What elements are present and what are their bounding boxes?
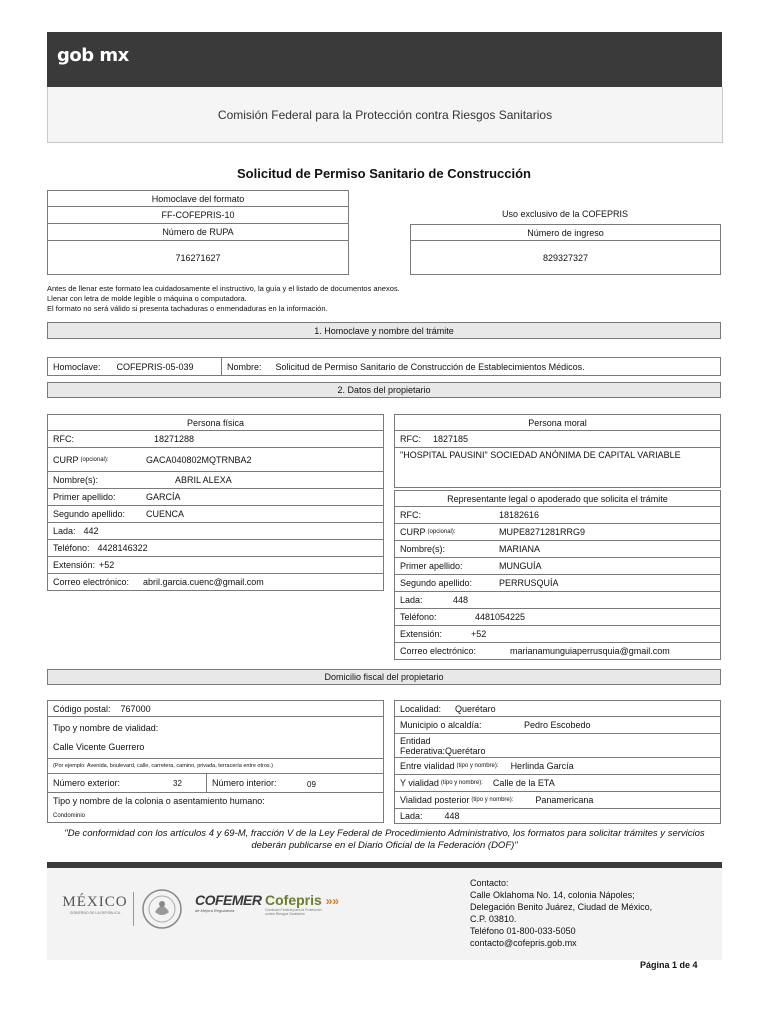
vialidad-posterior bbox=[394, 792, 721, 809]
rfc-label: RFC: bbox=[53, 434, 74, 444]
correo-value: abril.garcia.cuenc@gmail.com bbox=[143, 577, 264, 587]
num-int-value: 09 bbox=[307, 780, 316, 789]
lada-value: 442 bbox=[83, 526, 99, 536]
moral-extension bbox=[394, 626, 721, 643]
num-int-label: Número interior: bbox=[212, 778, 277, 788]
colonia-value: Condominio bbox=[53, 812, 86, 819]
lada-label: Lada: bbox=[400, 811, 423, 821]
entidad-label2: Federativa: bbox=[400, 745, 446, 756]
telefono-value: 4428146322 bbox=[97, 543, 148, 553]
fisica-lada bbox=[47, 523, 384, 540]
ingreso-label: Número de ingreso bbox=[410, 224, 721, 241]
apellido1-value: MUNGUÍA bbox=[499, 561, 542, 571]
rfc-value: 18182616 bbox=[499, 510, 540, 520]
logo-divider bbox=[133, 892, 134, 926]
fisica-telefono bbox=[47, 540, 384, 557]
homoclave-value: COFEPRIS-05-039 bbox=[116, 361, 194, 372]
entre-label: Entre vialidad bbox=[400, 761, 455, 771]
post-value: Panamericana bbox=[535, 795, 594, 805]
curp-value: GACA040802MQTRNBA2 bbox=[146, 454, 252, 465]
y-label: Y vialidad bbox=[400, 778, 439, 788]
moral-rfc bbox=[394, 431, 721, 448]
national-seal-icon bbox=[141, 888, 183, 930]
note-line: El formato no será válido si presenta tachaduras o enmendaduras en la información. bbox=[47, 304, 328, 313]
num-ext-label: Número exterior: bbox=[53, 778, 121, 788]
nombres-label: Nombre(s): bbox=[400, 544, 446, 554]
localidad-value: Querétaro bbox=[455, 703, 496, 714]
domicilio-lada bbox=[394, 809, 721, 824]
note-line: Antes de llenar este formato lea cuidadosamente el instructivo, la guía y el listado de documentos anexos. bbox=[47, 284, 400, 293]
moral-lada bbox=[394, 592, 721, 609]
entidad bbox=[394, 734, 721, 758]
curp-optional: (opcional): bbox=[427, 529, 456, 535]
nombres-value: ABRIL ALEXA bbox=[175, 475, 232, 485]
lada-value: 448 bbox=[453, 595, 469, 605]
domicilio-title: Domicilio fiscal del propietario bbox=[47, 669, 721, 685]
entidad-value: Querétaro bbox=[445, 745, 486, 756]
entidad-label: Entidad bbox=[400, 735, 431, 746]
lada-label: Lada: bbox=[400, 595, 423, 605]
y-value: Calle de la ETA bbox=[492, 778, 555, 788]
apellido1-label: Primer apellido: bbox=[400, 561, 463, 571]
fisica-nombres bbox=[47, 472, 384, 489]
extension-value: +52 bbox=[99, 560, 115, 570]
rfc-label: RFC: bbox=[400, 510, 421, 520]
cofepris-logo bbox=[265, 892, 355, 916]
contact-email[interactable]: contacto@cofepris.gob.mx bbox=[470, 938, 577, 948]
rupa-value: 716271627 bbox=[47, 241, 349, 275]
entre-opt: (tipo y nombre): bbox=[456, 763, 499, 769]
curp-label: CURP bbox=[53, 454, 79, 465]
vialidad-ejemplo: (Por ejemplo: Avenida, boulevard, calle, carretera, camino, privada, terracería entre otros.) bbox=[47, 759, 384, 774]
page-number: Página 1 de 4 bbox=[640, 960, 698, 970]
homoclave-label: Homoclave: bbox=[53, 361, 101, 372]
cp-label: Código postal: bbox=[53, 703, 111, 714]
municipio bbox=[394, 717, 721, 734]
apellido2-value: CUENCA bbox=[146, 509, 185, 519]
cofepris-text bbox=[265, 892, 355, 908]
persona-fisica-title: Persona física bbox=[47, 414, 384, 431]
post-opt: (tipo y nombre): bbox=[471, 797, 514, 803]
fisica-curp bbox=[47, 448, 384, 472]
moral-correo bbox=[394, 643, 721, 660]
codigo-postal bbox=[47, 700, 384, 717]
curp-optional: (opcional): bbox=[80, 456, 109, 463]
representante-title: Representante legal o apoderado que solicita el trámite bbox=[394, 490, 721, 507]
post-label: Vialidad posterior bbox=[400, 795, 470, 805]
colonia-label: Tipo y nombre de la colonia o asentamiento humano: bbox=[53, 796, 265, 807]
mexico-sub: GOBIERNO DE LA REPÚBLICA bbox=[69, 911, 121, 915]
apellido1-label: Primer apellido: bbox=[53, 492, 116, 502]
localidad bbox=[394, 700, 721, 717]
moral-curp bbox=[394, 524, 721, 541]
lada-label: Lada: bbox=[53, 526, 76, 536]
num-ext-value: 32 bbox=[173, 778, 182, 788]
entre-value: Herlinda García bbox=[510, 761, 574, 771]
agency-name: Comisión Federal para la Protección contra Riesgos Sanitarios bbox=[47, 87, 723, 143]
curp-label: CURP bbox=[400, 527, 426, 537]
nombre-value: Solicitud de Permiso Sanitario de Construcción de Establecimientos Médicos. bbox=[275, 361, 585, 372]
cofepris-arrows-icon: »» bbox=[325, 894, 340, 908]
moral-apellido2 bbox=[394, 575, 721, 592]
curp-value: MUPE8271281RRG9 bbox=[499, 527, 586, 537]
municipio-label: Municipio o alcaldía: bbox=[400, 720, 482, 730]
y-opt: (tipo y nombre): bbox=[440, 780, 483, 786]
section1-title: 1. Homoclave y nombre del trámite bbox=[47, 322, 721, 339]
note-line: Llenar con letra de molde legible o máquina o computadora. bbox=[47, 294, 247, 303]
rupa-label: Número de RUPA bbox=[47, 224, 349, 241]
contact-info bbox=[470, 877, 652, 949]
apellido2-label: Segundo apellido: bbox=[53, 509, 126, 519]
municipio-value: Pedro Escobedo bbox=[524, 720, 591, 730]
homoclave-cell bbox=[47, 357, 222, 376]
colonia bbox=[47, 793, 384, 823]
localidad-label: Localidad: bbox=[400, 703, 442, 714]
telefono-label: Teléfono: bbox=[53, 543, 90, 553]
nombres-value: MARIANA bbox=[499, 544, 541, 554]
apellido1-value: GARCÍA bbox=[146, 492, 181, 502]
instructions bbox=[47, 284, 400, 314]
vialidad-label: Tipo y nombre de vialidad: bbox=[53, 723, 159, 734]
contact-line: Contacto: bbox=[470, 878, 509, 888]
y-vialidad bbox=[394, 775, 721, 792]
mexico-logo bbox=[61, 894, 129, 915]
correo-value: marianamunguiaperrusquia@gmail.com bbox=[510, 646, 670, 656]
contact-line: Teléfono 01-800-033-5050 bbox=[470, 926, 576, 936]
ingreso-value: 829327327 bbox=[410, 241, 721, 275]
numero-interior bbox=[207, 774, 384, 793]
fisica-extension bbox=[47, 557, 384, 574]
vialidad-value: Calle Vicente Guerrero bbox=[53, 741, 145, 752]
nombre-tramite-cell bbox=[222, 357, 721, 376]
moral-razon-social: "HOSPITAL PAUSINI" SOCIEDAD ANÓNIMA DE CAPITAL VARIABLE bbox=[394, 448, 721, 488]
fisica-correo bbox=[47, 574, 384, 591]
cofemer-logo bbox=[195, 892, 262, 913]
numero-exterior bbox=[47, 774, 207, 793]
telefono-value: 4481054225 bbox=[475, 612, 526, 622]
rfc-label: RFC: bbox=[400, 434, 421, 444]
moral-telefono bbox=[394, 609, 721, 626]
extension-label: Extensión: bbox=[400, 629, 443, 639]
contact-line: Delegación Benito Juárez, Ciudad de México, bbox=[470, 902, 653, 912]
moral-apellido1 bbox=[394, 558, 721, 575]
mexico-text: MÉXICO bbox=[62, 894, 128, 910]
correo-label: Correo electrónico: bbox=[53, 577, 130, 587]
persona-moral-title: Persona moral bbox=[394, 414, 721, 431]
header-banner bbox=[47, 32, 722, 87]
form-title: Solicitud de Permiso Sanitario de Construcción bbox=[237, 166, 531, 181]
nombres-label: Nombre(s): bbox=[53, 475, 99, 485]
dof-quote: "De conformidad con los artículos 4 y 69-M, fracción V de la Ley Federal de Procedimiento Administrativo, los formatos para solicitar trámites y servicios deberán publicarse en el Diario Oficial de la Federación (DOF)" bbox=[64, 828, 705, 851]
apellido2-label: Segundo apellido: bbox=[400, 578, 473, 588]
extension-value: +52 bbox=[471, 629, 487, 639]
extension-label: Extensión: bbox=[53, 560, 96, 570]
rfc-value: 18271288 bbox=[154, 434, 195, 444]
fisica-rfc bbox=[47, 431, 384, 448]
vialidad bbox=[47, 717, 384, 759]
cofemer-text: COFEMER bbox=[195, 892, 262, 908]
cofemer-sub: de Mejora Regulatoria bbox=[195, 908, 235, 913]
entre-vialidad bbox=[394, 758, 721, 775]
fisica-apellido1 bbox=[47, 489, 384, 506]
moral-rep-rfc bbox=[394, 507, 721, 524]
section2-title: 2. Datos del propietario bbox=[47, 382, 721, 398]
apellido2-value: PERRUSQUÍA bbox=[499, 578, 559, 588]
fisica-apellido2 bbox=[47, 506, 384, 523]
cofepris-label: Cofepris bbox=[265, 892, 322, 908]
nombre-label: Nombre: bbox=[227, 361, 262, 372]
correo-label: Correo electrónico: bbox=[400, 646, 477, 656]
telefono-label: Teléfono: bbox=[400, 612, 437, 622]
contact-line: C.P. 03810. bbox=[470, 914, 517, 924]
moral-nombres bbox=[394, 541, 721, 558]
contact-line: Calle Oklahoma No. 14, colonia Nápoles; bbox=[470, 890, 635, 900]
cp-value: 767000 bbox=[120, 703, 151, 714]
gobmx-logo[interactable]: gob mx bbox=[57, 45, 129, 66]
cofepris-sub: Comisión Federal para la Protección contra Riesgos Sanitarios bbox=[265, 908, 322, 916]
lada-value: 448 bbox=[444, 811, 460, 821]
rfc-value: 1827185 bbox=[433, 434, 469, 444]
uso-exclusivo-label: Uso exclusivo de la COFEPRIS bbox=[501, 209, 629, 219]
homoclave-format-value: FF-COFEPRIS-10 bbox=[47, 207, 349, 224]
homoclave-format-label: Homoclave del formato bbox=[47, 190, 349, 207]
